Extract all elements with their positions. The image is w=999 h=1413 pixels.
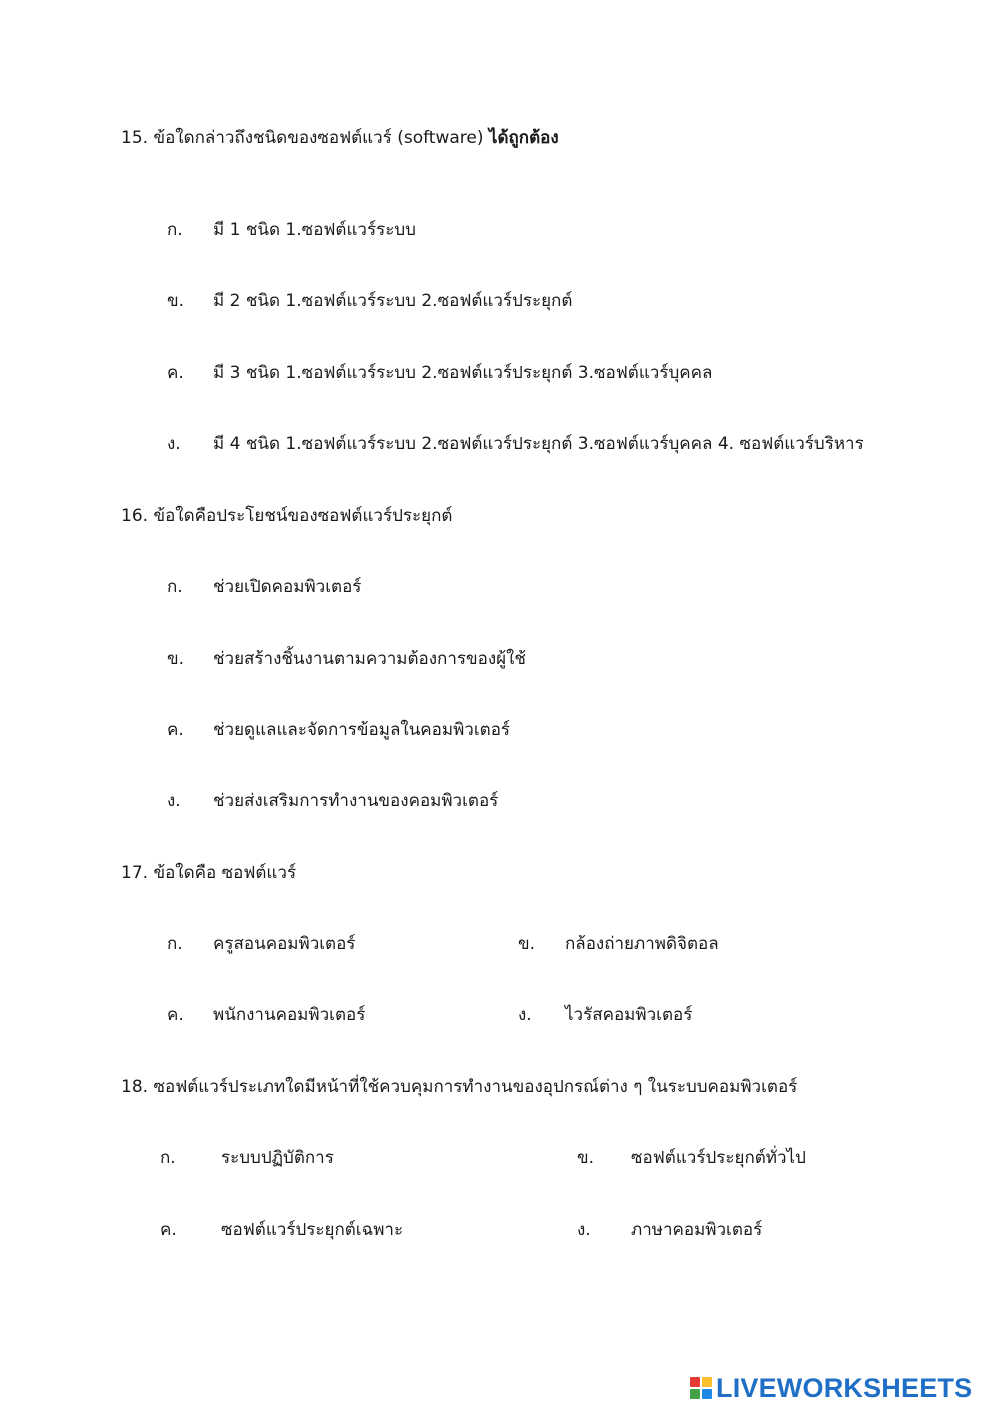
option-text: มี 4 ชนิด 1.ซอฟต์แวร์ระบบ 2.ซอฟต์แวร์ประยุกต์ 3.ซอฟต์แวร์บุคคล 4. ซอฟต์แวร์บริหาร (213, 434, 864, 454)
option-label: ค. (167, 1005, 184, 1025)
option-label: ข. (167, 649, 185, 669)
question-18 (121, 1075, 797, 1099)
option-label: ง. (577, 1220, 591, 1240)
logo-wordmark: LIVEWORKSHEETS (716, 1373, 973, 1403)
option-text: ช่วยสร้างชิ้นงานตามความต้องการของผู้ใช้ (213, 649, 526, 669)
logo-tile (702, 1389, 712, 1399)
option-text: มี 3 ชนิด 1.ซอฟต์แวร์ระบบ 2.ซอฟต์แวร์ประยุกต์ 3.ซอฟต์แวร์บุคคล (213, 363, 713, 383)
option-label: ค. (167, 363, 184, 383)
option-text: มี 1 ชนิด 1.ซอฟต์แวร์ระบบ (213, 220, 416, 240)
question-number: 16. (121, 506, 149, 526)
question-text: ข้อใดคือประโยชน์ของซอฟต์แวร์ประยุกต์ (153, 506, 453, 526)
option-label: ข. (518, 934, 536, 954)
option-label: ค. (160, 1220, 177, 1240)
logo-tile (702, 1377, 712, 1387)
option-text: ภาษาคอมพิวเตอร์ (631, 1220, 763, 1240)
question-17 (121, 861, 296, 885)
option-text: ช่วยดูแลและจัดการข้อมูลในคอมพิวเตอร์ (213, 720, 511, 740)
option-label: ง. (167, 791, 181, 811)
logo-tile (690, 1389, 700, 1399)
option-label: ก. (160, 1148, 176, 1168)
option-text: ไวรัสคอมพิวเตอร์ (565, 1005, 693, 1025)
option-text: ซอฟต์แวร์ประยุกต์ทั่วไป (631, 1148, 806, 1168)
question-text: ข้อใดคือ ซอฟต์แวร์ (153, 863, 297, 883)
option-label: ง. (518, 1005, 532, 1025)
question-number: 18. (121, 1077, 149, 1097)
logo-tiles-icon (690, 1377, 712, 1399)
logo-tile (690, 1377, 700, 1387)
option-text: ครูสอนคอมพิวเตอร์ (213, 934, 356, 954)
option-label: ค. (167, 720, 184, 740)
option-label: ข. (577, 1148, 595, 1168)
option-text: ซอฟต์แวร์ประยุกต์เฉพาะ (221, 1220, 404, 1240)
question-16 (121, 504, 452, 528)
option-text: ระบบปฏิบัติการ (221, 1148, 334, 1168)
option-text: ช่วยส่งเสริมการทำงานของคอมพิวเตอร์ (213, 791, 499, 811)
option-label: ก. (167, 934, 183, 954)
option-text: มี 2 ชนิด 1.ซอฟต์แวร์ระบบ 2.ซอฟต์แวร์ประยุกต์ (213, 291, 573, 311)
option-label: ง. (167, 434, 181, 454)
option-text: กล้องถ่ายภาพดิจิตอล (565, 934, 719, 954)
question-number: 15. (121, 128, 149, 148)
option-text: ช่วยเปิดคอมพิวเตอร์ (213, 577, 362, 597)
question-15 (121, 126, 559, 150)
option-label: ก. (167, 577, 183, 597)
option-text: พนักงานคอมพิวเตอร์ (213, 1005, 366, 1025)
question-emphasis: ได้ถูกต้อง (488, 128, 559, 148)
question-number: 17. (121, 863, 149, 883)
option-label: ข. (167, 291, 185, 311)
question-text: ข้อใดกล่าวถึงชนิดของซอฟต์แวร์ (software) (153, 128, 484, 148)
option-label: ก. (167, 220, 183, 240)
liveworksheets-logo (690, 1374, 972, 1402)
question-text: ซอฟต์แวร์ประเภทใดมีหน้าที่ใช้ควบคุมการทำงานของอุปกรณ์ต่าง ๆ ในระบบคอมพิวเตอร์ (153, 1077, 798, 1097)
